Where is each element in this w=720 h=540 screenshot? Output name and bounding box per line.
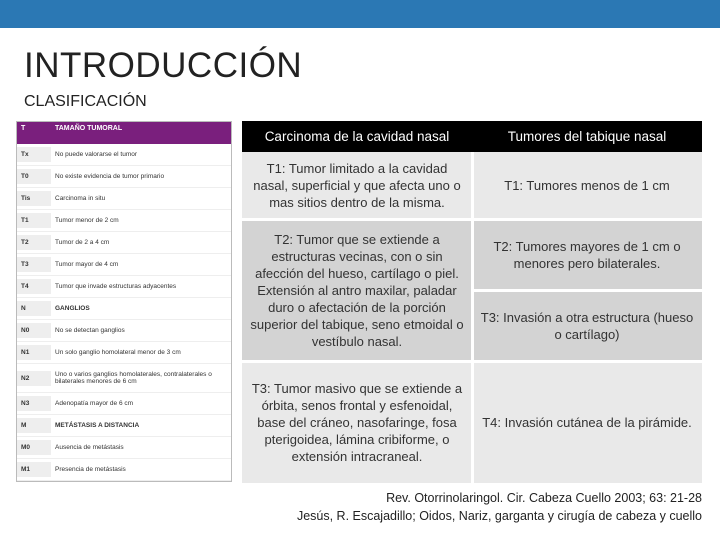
tnm-table-header xyxy=(17,122,231,144)
tnm-row-code: T3 xyxy=(17,257,51,272)
tnm-row xyxy=(17,166,231,188)
tnm-row xyxy=(17,342,231,364)
nasal-t1-cell: T1: Tumor limitado a la cavidad nasal, superficial y que afecta uno o mas sitios dentro de la misma. xyxy=(242,152,472,219)
tnm-row xyxy=(17,364,231,393)
tnm-row-code: N0 xyxy=(17,323,51,338)
tnm-row xyxy=(17,276,231,298)
tnm-row-code: N1 xyxy=(17,345,51,360)
septum-t2-cell: T2: Tumores mayores de 1 cm o menores pero bilaterales. xyxy=(472,219,702,290)
tnm-row-desc: Carcinoma in situ xyxy=(55,195,106,202)
tnm-row-code: M0 xyxy=(17,440,51,455)
tnm-header-code: T xyxy=(21,125,26,132)
section-subtitle: CLASIFICACIÓN xyxy=(24,93,147,110)
tnm-header-desc: TAMAÑO TUMORAL xyxy=(55,125,123,132)
tnm-row xyxy=(17,298,231,320)
header-nasal-cavity: Carcinoma de la cavidad nasal xyxy=(242,121,472,152)
tnm-row xyxy=(17,188,231,210)
column-divider xyxy=(471,152,474,483)
tnm-row xyxy=(17,232,231,254)
tnm-row-code: T1 xyxy=(17,213,51,228)
septum-t1-cell: T1: Tumores menos de 1 cm xyxy=(472,152,702,219)
tnm-row-code: Tx xyxy=(17,147,51,162)
top-accent-bar xyxy=(0,0,720,28)
tnm-row-code: N xyxy=(17,301,51,316)
tnm-row xyxy=(17,459,231,481)
tnm-row xyxy=(17,415,231,437)
tnm-row-desc: Tumor de 2 a 4 cm xyxy=(55,239,110,246)
tnm-row xyxy=(17,320,231,342)
tnm-row-desc: Presencia de metástasis xyxy=(55,466,126,473)
septum-t3-cell: T3: Invasión a otra estructura (hueso o cartílago) xyxy=(472,290,702,361)
tnm-row-code: N3 xyxy=(17,396,51,411)
tnm-row-desc: No puede valorarse el tumor xyxy=(55,151,138,158)
tnm-row xyxy=(17,144,231,166)
row-divider xyxy=(242,218,702,221)
reference-line-2: Jesús, R. Escajadillo; Oidos, Nariz, garganta y cirugía de cabeza y cuello xyxy=(296,509,702,523)
tnm-row-desc: Tumor mayor de 4 cm xyxy=(55,261,119,268)
row-divider xyxy=(472,289,702,292)
row-divider xyxy=(242,360,702,363)
classification-table xyxy=(242,121,702,483)
tnm-row-code: N2 xyxy=(17,371,51,386)
tnm-row-desc: Adenopatía mayor de 6 cm xyxy=(55,400,134,407)
reference-line-1: Rev. Otorrinolaringol. Cir. Cabeza Cuello 2003; 63: 21-28 xyxy=(386,491,702,505)
tnm-row-desc: Tumor que invade estructuras adyacentes xyxy=(55,283,177,290)
nasal-t3-cell: T3: Tumor masivo que se extiende a órbita, senos frontal y esfenoidal, base del cráneo, nasofaringe, fosa pterigoidea, lámina cribiforme, o extensión intracraneal. xyxy=(242,361,472,483)
tnm-row-code: M1 xyxy=(17,462,51,477)
tnm-row-desc: Tumor menor de 2 cm xyxy=(55,217,119,224)
tnm-classification-table xyxy=(16,121,232,482)
nasal-t2-cell: T2: Tumor que se extiende a estructuras vecinas, con o sin afección del hueso, cartílago o piel. Extensión al antro maxilar, paladar duro o afectación de la porción superior del tabique, seno etmoidal o vestíbulo nasal. xyxy=(242,219,472,361)
tnm-row-desc: No existe evidencia de tumor primario xyxy=(55,173,165,180)
header-nasal-septum: Tumores del tabique nasal xyxy=(472,121,702,152)
tnm-row-desc: METÁSTASIS A DISTANCIA xyxy=(55,422,140,429)
tnm-row-desc: No se detectan ganglios xyxy=(55,327,125,334)
tnm-row-desc: Un solo ganglio homolateral menor de 3 cm xyxy=(55,349,181,356)
tnm-row xyxy=(17,210,231,232)
tnm-table-body xyxy=(17,144,231,481)
septum-t4-cell: T4: Invasión cutánea de la pirámide. xyxy=(472,361,702,483)
tnm-row-code: T2 xyxy=(17,235,51,250)
tnm-row-code: T0 xyxy=(17,169,51,184)
tnm-row-desc: Ausencia de metástasis xyxy=(55,444,124,451)
tnm-row xyxy=(17,437,231,459)
page-title: INTRODUCCIÓN xyxy=(24,46,303,85)
tnm-row-code: T4 xyxy=(17,279,51,294)
tnm-row-desc: Uno o varios ganglios homolaterales, contralaterales o bilaterales menores de 6 cm xyxy=(55,371,212,385)
tnm-row xyxy=(17,254,231,276)
tnm-row-code: M xyxy=(17,418,51,433)
tnm-row xyxy=(17,393,231,415)
tnm-row-code: Tis xyxy=(17,191,51,206)
tnm-row-desc: GANGLIOS xyxy=(55,305,90,312)
